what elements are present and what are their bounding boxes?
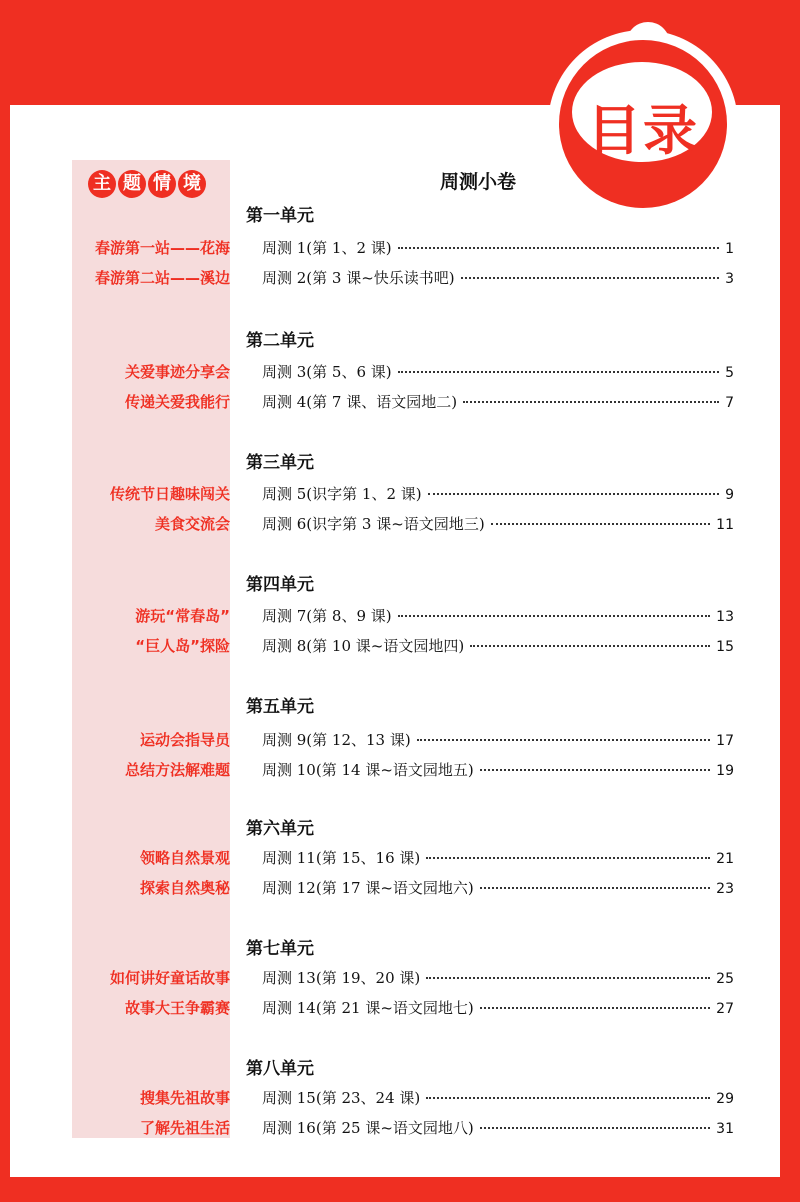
page-number: 11 [716,517,734,533]
leader-dots [426,857,710,859]
toc-entry[interactable] [262,636,734,657]
entry-title: 周测 5(识字第 1、2 课) [262,485,422,503]
entry-title: 周测 7(第 8、9 课) [262,607,392,625]
toc-entry[interactable] [262,238,734,259]
badge-title: 目录 [587,99,699,162]
theme-title-char: 情 [148,170,176,198]
leader-dots [417,739,710,741]
toc-entry[interactable] [262,484,734,505]
entry-title: 周测 4(第 7 课、语文园地二) [262,393,458,411]
leader-dots [398,615,711,617]
theme-label: 运动会指导员 [139,731,230,749]
page-number: 3 [725,271,734,287]
theme-label: 了解先祖生活 [139,1119,230,1137]
theme-label: 搜集先祖故事 [139,1089,230,1107]
leader-dots [463,401,719,403]
entry-title: 周测 14(第 21 课~语文园地七) [262,999,474,1017]
entry-title: 周测 16(第 25 课~语文园地八) [262,1119,474,1137]
unit-heading: 第二单元 [246,331,314,351]
theme-title-char: 主 [88,170,116,198]
theme-title-char: 题 [118,170,146,198]
page-number: 15 [716,639,734,655]
entry-title: 周测 2(第 3 课~快乐读书吧) [262,269,455,287]
toc-entry[interactable] [262,392,734,413]
theme-label: 关爱事迹分享会 [124,363,230,381]
leader-dots [461,277,719,279]
page-number: 25 [716,971,734,987]
unit-heading: 第六单元 [246,819,314,839]
theme-label: 游玩“常春岛” [135,607,230,625]
theme-label: 探索自然奥秘 [139,879,230,897]
theme-label: 总结方法解难题 [124,761,230,779]
page-number: 23 [716,881,734,897]
leader-dots [426,1097,710,1099]
unit-heading: 第三单元 [246,453,314,473]
toc-entry[interactable] [262,1088,734,1109]
unit-heading: 第八单元 [246,1059,314,1079]
entry-title: 周测 11(第 15、16 课) [262,849,421,867]
theme-label: 春游第一站——花海 [94,239,230,257]
theme-label: 如何讲好童话故事 [109,969,230,987]
theme-label: 传递关爱我能行 [124,393,230,411]
unit-heading: 第一单元 [246,206,314,226]
page-number: 27 [716,1001,734,1017]
toc-entry[interactable] [262,730,734,751]
theme-title [88,170,206,198]
leader-dots [428,493,719,495]
entry-title: 周测 3(第 5、6 课) [262,363,392,381]
page-number: 31 [716,1121,734,1137]
toc-entry[interactable] [262,878,734,899]
entry-title: 周测 12(第 17 课~语文园地六) [262,879,474,897]
toc-entry[interactable] [262,362,734,383]
entry-title: 周测 8(第 10 课~语文园地四) [262,637,465,655]
toc-entry[interactable] [262,514,734,535]
toc-entry[interactable] [262,998,734,1019]
page-number: 13 [716,609,734,625]
theme-label: 美食交流会 [154,515,230,533]
toc-entry[interactable] [262,606,734,627]
leader-dots [480,887,710,889]
entry-title: 周测 1(第 1、2 课) [262,239,392,257]
leader-dots [398,371,719,373]
theme-label: “巨人岛”探险 [135,637,230,655]
page-number: 1 [725,241,734,257]
leader-dots [480,769,710,771]
page-number: 17 [716,733,734,749]
toc-entry[interactable] [262,1118,734,1139]
leader-dots [480,1127,710,1129]
right-border [780,0,800,1202]
entry-title: 周测 13(第 19、20 课) [262,969,421,987]
theme-label: 故事大王争霸赛 [124,999,230,1017]
leader-dots [491,523,711,525]
theme-title-char: 境 [178,170,206,198]
leader-dots [480,1007,710,1009]
toc-entry[interactable] [262,268,734,289]
page-number: 29 [716,1091,734,1107]
unit-heading: 第四单元 [246,575,314,595]
toc-entry[interactable] [262,848,734,869]
page-number: 19 [716,763,734,779]
entry-title: 周测 10(第 14 课~语文园地五) [262,761,474,779]
entry-title: 周测 9(第 12、13 课) [262,731,411,749]
page-number: 7 [725,395,734,411]
unit-heading: 第七单元 [246,939,314,959]
entry-title: 周测 15(第 23、24 课) [262,1089,421,1107]
theme-label: 春游第二站——溪边 [94,269,230,287]
contents-badge [548,22,738,218]
page-number: 21 [716,851,734,867]
leader-dots [398,247,719,249]
page-number: 5 [725,365,734,381]
unit-heading: 第五单元 [246,697,314,717]
leader-dots [426,977,710,979]
leader-dots [470,645,710,647]
entry-title: 周测 6(识字第 3 课~语文园地三) [262,515,485,533]
theme-label: 传统节日趣味闯关 [109,485,230,503]
page-title: 周测小卷 [440,171,517,193]
theme-label: 领略自然景观 [139,849,230,867]
toc-entry[interactable] [262,760,734,781]
toc-entry[interactable] [262,968,734,989]
page-number: 9 [725,487,734,503]
